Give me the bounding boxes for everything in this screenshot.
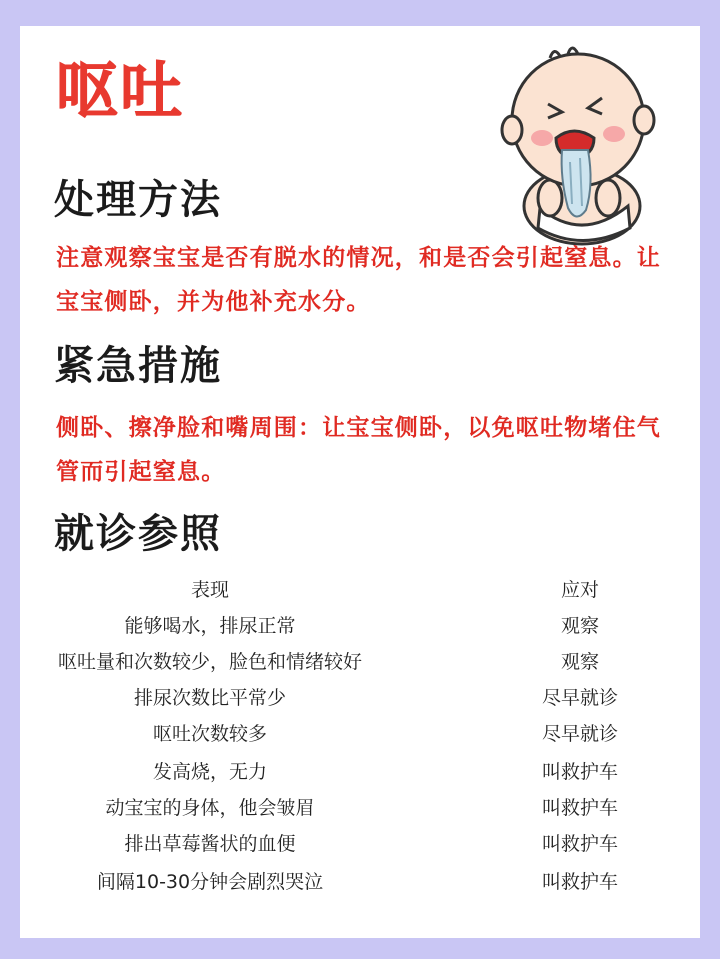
row-response: 观察 bbox=[560, 615, 599, 637]
table-row bbox=[20, 644, 700, 680]
row-response: 叫救护车 bbox=[541, 761, 618, 783]
vomiting-baby-icon bbox=[490, 38, 660, 248]
table-header bbox=[20, 572, 700, 608]
section-heading-reference: 就诊参照 bbox=[54, 510, 222, 558]
row-symptom: 发高烧，无力 bbox=[152, 761, 267, 783]
row-symptom: 能够喝水，排尿正常 bbox=[124, 615, 296, 637]
section-heading-treatment: 处理方法 bbox=[54, 176, 222, 224]
header-symptom: 表现 bbox=[190, 579, 229, 601]
row-symptom: 动宝宝的身体，他会皱眉 bbox=[105, 797, 315, 819]
row-response: 叫救护车 bbox=[541, 833, 618, 855]
table-row bbox=[20, 608, 700, 644]
page-title: 呕吐 bbox=[56, 54, 185, 127]
table-row bbox=[20, 826, 700, 862]
row-symptom: 排出草莓酱状的血便 bbox=[124, 833, 296, 855]
table-row bbox=[20, 680, 700, 716]
row-response: 尽早就诊 bbox=[541, 723, 618, 745]
content-card bbox=[20, 26, 700, 938]
table-row bbox=[20, 716, 700, 752]
section-heading-emergency: 紧急措施 bbox=[54, 342, 222, 390]
row-symptom: 间隔10-30分钟会剧烈哭泣 bbox=[96, 871, 324, 893]
row-symptom: 呕吐量和次数较少，脸色和情绪较好 bbox=[57, 651, 362, 673]
row-response: 叫救护车 bbox=[541, 871, 618, 893]
treatment-text: 注意观察宝宝是否有脱水的情况，和是否会引起窒息。让宝宝侧卧，并为他补充水分。 bbox=[56, 245, 661, 315]
row-symptom: 呕吐次数较多 bbox=[152, 723, 267, 745]
row-response: 尽早就诊 bbox=[541, 687, 618, 709]
row-response: 叫救护车 bbox=[541, 797, 618, 819]
table-row bbox=[20, 864, 700, 900]
table-row bbox=[20, 790, 700, 826]
table-row bbox=[20, 754, 700, 790]
row-symptom: 排尿次数比平常少 bbox=[133, 687, 286, 709]
emergency-text: 侧卧、擦净脸和嘴周围：让宝宝侧卧，以免呕吐物堵住气管而引起窒息。 bbox=[56, 415, 661, 485]
header-response: 应对 bbox=[560, 579, 599, 601]
row-response: 观察 bbox=[560, 651, 599, 673]
